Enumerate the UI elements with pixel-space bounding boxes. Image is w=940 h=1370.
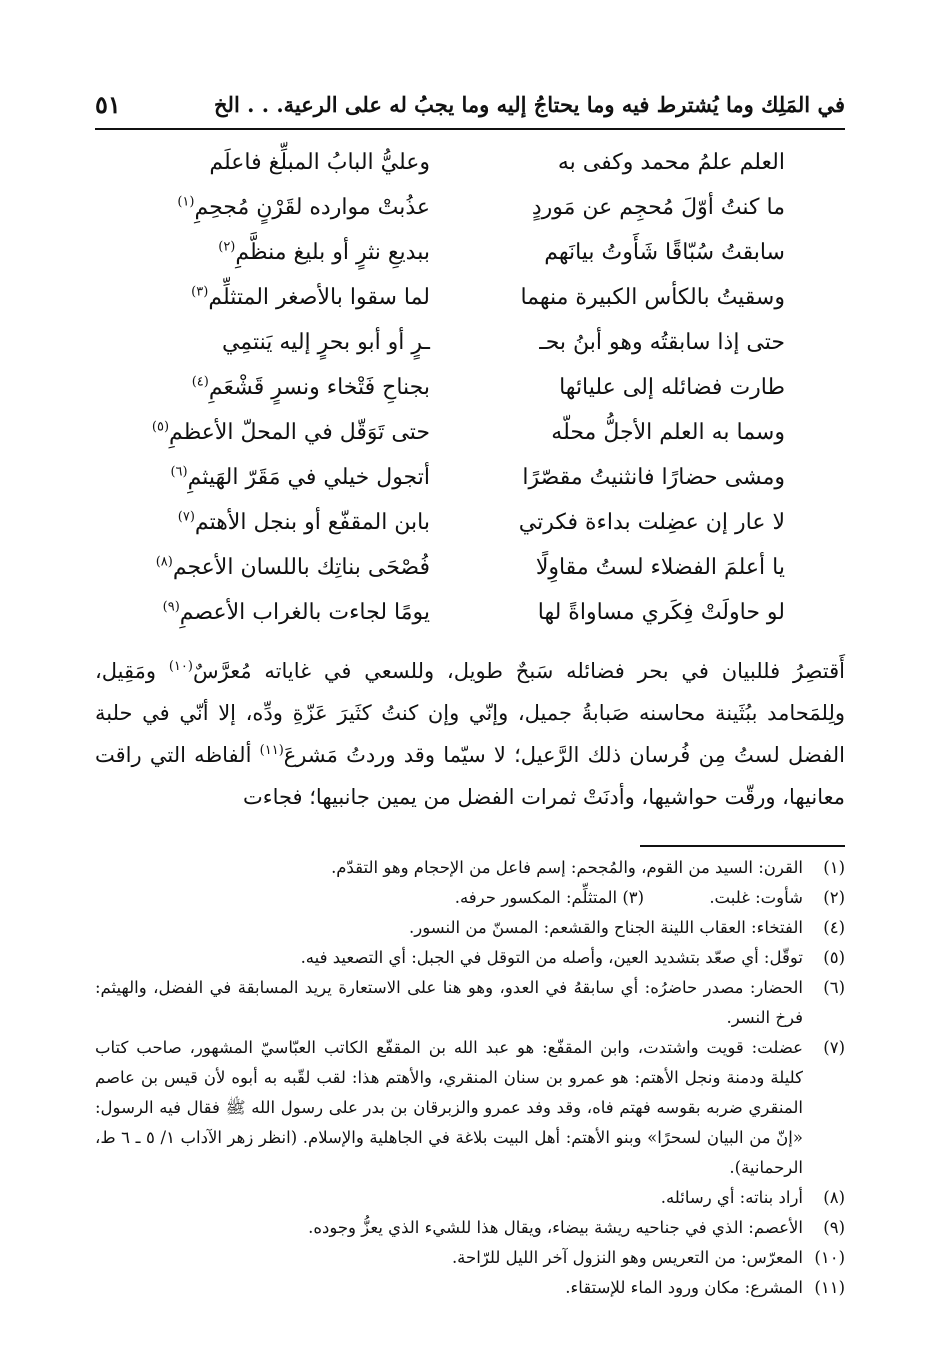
verse-second-hemistich xyxy=(100,465,470,490)
hemistich-text: فُصْحَى بناتِك باللسان الأعجم xyxy=(172,555,430,580)
hemistich-text: عذُبتْ موارده لقَرْنٍ مُجحِمِ xyxy=(194,195,430,220)
hemistich-text: بابن المقفّع أو بنجل الأهتم xyxy=(194,510,430,535)
verse-first-hemistich: يا أعلمَ الفضلاء لستُ مقاوِلًا xyxy=(535,555,785,580)
footnote-text: عضلت: قويت واشتدت، وابن المقفّع: هو عبد الله بن المقفّع الكاتب العبّاسيّ المشهور، صاحب كتاب كليلة ودمنة ونجل الأهتم: هو عمرو بن سنان المنقري، والأهتم هذا: لقب لقّبه به أبوه لأن قيس بن عاصم المنقري ضربه بقوسه فهتم فاه، وقد وفد عمرو والزبرقان بن بدر على رسول الله ﷺ فقال فيه الرسول: «إنّ من البيان لسحرًا» وبنو الأهتم: أهل البيت بلاغة في الجاهلية والإسلام. (انظر زهر الآداب ١/ ٥ ـ ٦ ط، الرحمانية). xyxy=(95,1038,803,1177)
prose-segment: ألفاظه التي راقت معانيها، ورقّت حواشيها، وأدنَتْ ثمرات الفضل من يمين جانبيها؛ فجاءت xyxy=(95,743,845,809)
footnote-marker: (١) xyxy=(177,194,195,210)
verse xyxy=(100,365,840,410)
footnote-item xyxy=(95,1033,845,1183)
hemistich-text: يومًا لجاءت بالغراب الأعصمِ xyxy=(179,600,430,625)
footnote-number: (١٠) xyxy=(814,1248,845,1267)
footnote-text: أراد بناته: أي رسائله. xyxy=(660,1188,803,1207)
verse-first-hemistich: طارت فضائله إلى عليائها xyxy=(559,375,785,400)
footnote-item xyxy=(95,943,845,973)
footnote-marker: (٣) xyxy=(191,284,209,300)
page-number: ٥١ xyxy=(95,90,121,119)
footnote-item xyxy=(95,853,845,883)
prose-segment: أَقتصِرُ فللبيان في بحر فضائله سَبحٌ طويل، وللسعي في غاياته مُعرَّسٌ xyxy=(192,659,845,683)
footnote-number: (١١) xyxy=(814,1278,845,1297)
footnote-text: القرن: السيد من القوم، والمُجحم: إسم فاعل من الإحجام وهو التقدّم. xyxy=(331,858,803,877)
verse-first-hemistich: لا عار إن عضِلت بداءة فكرتي xyxy=(518,510,785,535)
poem xyxy=(100,140,840,635)
verse xyxy=(100,590,840,635)
verse-second-hemistich xyxy=(100,375,470,400)
prose-text xyxy=(95,650,845,818)
footnote-number: (٧) xyxy=(823,1038,845,1057)
page-header-title: في المَلِك وما يُشترط فيه وما يحتاجُ إليه وما يجبُ له على الرعية. . . الخ xyxy=(213,92,845,117)
prose-paragraph xyxy=(95,650,845,818)
verse xyxy=(100,545,840,590)
hemistich-text: ـرٍ أو أبو بحرٍ إليه يَنتمِي xyxy=(221,330,430,355)
verse xyxy=(100,455,840,500)
footnote-marker: (٦) xyxy=(170,464,188,480)
hemistich-text: حتى تَوَقّل في المحلّ الأعظمِ xyxy=(169,420,430,445)
footnote-text: المتثلِّم: المكسور حرفه. xyxy=(454,888,618,907)
verse-first-hemistich: وسقيتُ بالكأس الكبيرة منهما xyxy=(520,285,785,310)
verse-first-hemistich: حتى إذا سابقتُه وهو أبنُ بحـ xyxy=(539,330,785,355)
footnote-marker: (٤) xyxy=(191,374,209,390)
hemistich-text: ببديعِ نثرٍ أو بليغ منظَّمِ xyxy=(235,240,430,265)
verse-second-hemistich xyxy=(100,330,470,355)
hemistich-text: لما سقوا بالأصغر المتثلِّم xyxy=(208,285,430,310)
verse-first-hemistich: ومشى حضارًا فانثنيتُ مقصّرًا xyxy=(522,465,785,490)
verse-first-hemistich: العلم علمُ محمد وكفى به xyxy=(557,150,785,175)
footnote-number: (٩) xyxy=(823,1218,845,1237)
footnote-marker: (٢) xyxy=(218,239,236,255)
verse-first-hemistich: سابقتُ سُبّاقًا شَأَوتُ بيانَهم xyxy=(544,240,785,265)
footnote-number: (٣) xyxy=(622,888,645,907)
footnote-marker: (٧) xyxy=(177,509,195,525)
verse-first-hemistich: ما كنتُ أوّلَ مُحجِم عن مَوردٍ xyxy=(531,195,785,220)
verse xyxy=(100,320,840,365)
verse xyxy=(100,275,840,320)
hemistich-text: وعليُّ البابُ المبلِّغ فاعلَم xyxy=(209,150,430,175)
verse xyxy=(100,140,840,185)
verse xyxy=(100,500,840,545)
verse-second-hemistich xyxy=(100,150,470,175)
footnote-text: الأعصم: الذي في جناحيه ريشة بيضاء، ويقال هذا للشيء الذي يعزُّ وجوده. xyxy=(308,1218,803,1237)
footnote-item xyxy=(95,1243,845,1273)
footnote-text: الحضار: مصدر حاضرُه: أي سابقهُ في العدو، وهو هنا على الاستعارة يريد المسابقة في الفضل، والهيثم: فرخ النسر. xyxy=(95,978,803,1027)
verse-second-hemistich xyxy=(100,600,470,625)
footnote-marker: (٥) xyxy=(151,419,170,435)
verse-second-hemistich xyxy=(100,240,470,265)
footnote-text: شأوت: غلبت. xyxy=(709,888,803,907)
hemistich-text: بجناحِ فَتْخاء ونسرٍ قَشْعَمِ xyxy=(208,375,430,400)
verse-second-hemistich xyxy=(100,195,470,220)
verse xyxy=(100,410,840,455)
footnote-item xyxy=(95,1183,845,1213)
footnote-marker: (٩) xyxy=(162,599,180,615)
prose-segment: ومَقِيل، ولِلمَحامد ببُثَينة محاسنه صَبابةُ جميل، وإنّي وإن كنتُ كثَيرَ عَزّةِ ودِّه، إلا أنّي في حلبة الفضل لستُ مِن فُرسان ذلك الرَّعيل؛ لا سيّما وقد وردتُ مَشرعَ xyxy=(95,659,846,767)
verse-second-hemistich xyxy=(100,510,470,535)
footnote-number: (٤) xyxy=(823,918,845,937)
footnote-number: (٥) xyxy=(823,948,845,967)
footnote-text: المشرع: مكان ورود الماء للإستقاء. xyxy=(565,1278,803,1297)
footnote-item xyxy=(95,973,845,1033)
verse-second-hemistich xyxy=(100,555,470,580)
verse xyxy=(100,185,840,230)
footnotes-list xyxy=(95,853,845,1303)
running-header xyxy=(95,88,845,130)
verse-first-hemistich: لو حاولَتْ فِكَري مساواةً لها xyxy=(537,600,785,625)
verse-second-hemistich xyxy=(100,420,470,445)
footnote-text: الفتخاء: العقاب اللينة الجناح والقشعم: المسنّ من النسور. xyxy=(409,918,803,937)
footnote-item xyxy=(95,1273,845,1303)
footnote-number: (١) xyxy=(823,858,845,877)
hemistich-text: أتجول خيلي في مَقَرّ الهَيثمِ xyxy=(187,465,430,490)
footnote-text: المعرّس: من التعريس وهو النزول آخر الليل للرّاحة. xyxy=(451,1248,803,1267)
footnote-separator xyxy=(640,845,845,847)
footnote-text: توقّل: أي صعّد بتشديد العين، وأصله من التوقل في الجبل: أي التصعيد فيه. xyxy=(300,948,803,967)
footnote-number: (٦) xyxy=(823,978,845,997)
verse-first-hemistich: وسما به العلم الأجلُّ محلّه xyxy=(551,420,785,445)
verse-second-hemistich xyxy=(100,285,470,310)
footnote-item xyxy=(95,883,845,913)
footnote-marker: (١١) xyxy=(259,743,284,758)
footnote-number: (٢) xyxy=(823,888,845,907)
footnote-item xyxy=(95,913,845,943)
footnote-marker: (٨) xyxy=(155,554,173,570)
footnote-item xyxy=(95,1213,845,1243)
footnote-marker: (١٠) xyxy=(168,659,193,674)
verse xyxy=(100,230,840,275)
footnote-number: (٨) xyxy=(823,1188,845,1207)
